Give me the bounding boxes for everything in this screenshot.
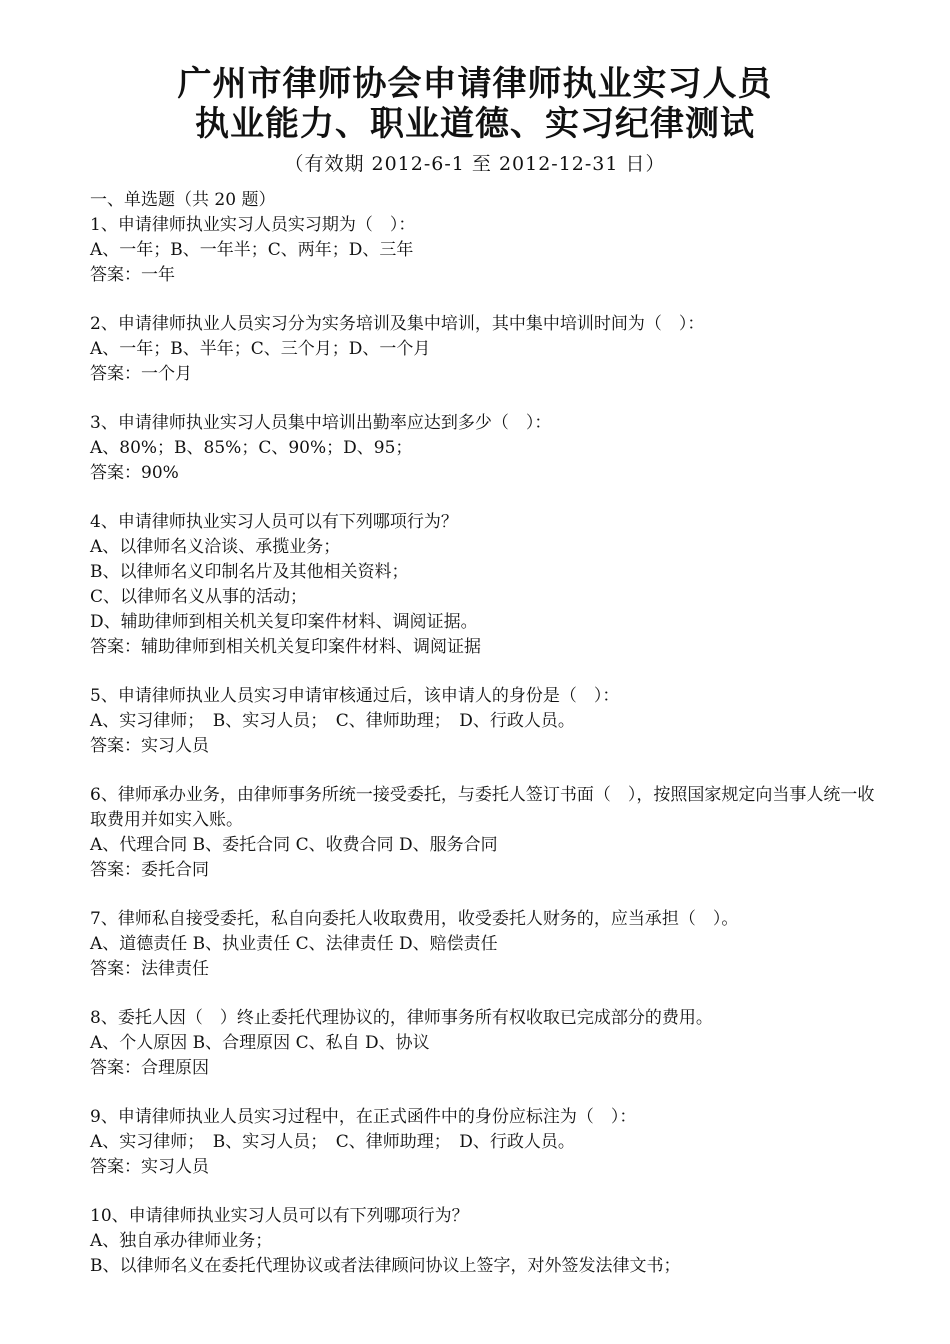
question-stem: 4、申请律师执业实习人员可以有下列哪项行为？ bbox=[90, 512, 458, 532]
question-answer: 答案：实习人员 bbox=[90, 1157, 209, 1177]
document-title-line2: 执业能力、职业道德、实习纪律测试 bbox=[195, 104, 755, 144]
question-option: A、一年；B、半年；C、三个月；D、一个月 bbox=[90, 339, 431, 359]
question-item bbox=[90, 411, 880, 486]
question-item bbox=[90, 510, 880, 660]
question-option: B、以律师名义印制名片及其他相关资料； bbox=[90, 562, 409, 582]
section-heading: 一、单选题（共 20 题） bbox=[90, 190, 276, 210]
question-option: A、道德责任 B、执业责任 C、法律责任 D、赔偿责任 bbox=[90, 934, 498, 954]
question-item bbox=[90, 1006, 880, 1081]
question-option: D、辅助律师到相关机关复印案件材料、调阅证据。 bbox=[90, 612, 478, 632]
question-answer: 答案：实习人员 bbox=[90, 736, 209, 756]
document-title-line1: 广州市律师协会申请律师执业实习人员 bbox=[177, 64, 773, 104]
question-stem: 3、申请律师执业实习人员集中培训出勤率应达到多少（ ）： bbox=[90, 413, 552, 433]
question-option: A、代理合同 B、委托合同 C、收费合同 D、服务合同 bbox=[90, 835, 498, 855]
question-option: A、实习律师； B、实习人员； C、律师助理； D、行政人员。 bbox=[90, 1132, 575, 1152]
question-answer: 答案：90% bbox=[90, 463, 179, 483]
question-option: A、独自承办律师业务； bbox=[90, 1231, 273, 1251]
question-stem: 5、申请律师执业人员实习申请审核通过后，该申请人的身份是（ ）： bbox=[90, 686, 620, 706]
question-item bbox=[90, 1204, 880, 1279]
question-answer: 答案：一年 bbox=[90, 265, 175, 285]
question-option: A、一年；B、一年半；C、两年；D、三年 bbox=[90, 240, 414, 260]
question-stem: 2、申请律师执业人员实习分为实务培训及集中培训，其中集中培训时间为（ ）： bbox=[90, 314, 705, 334]
question-item bbox=[90, 783, 880, 883]
question-stem: 1、申请律师执业实习人员实习期为（ ）： bbox=[90, 215, 416, 235]
question-option: A、80%；B、85%；C、90%；D、95； bbox=[90, 438, 413, 458]
question-stem: 6、律师承办业务，由律师事务所统一接受委托，与委托人签订书面（ ），按照国家规定向当事人统一收取费用并如实入账。 bbox=[90, 785, 875, 830]
validity-period: （有效期 2012-6-1 至 2012-12-31 日） bbox=[284, 153, 666, 175]
question-item bbox=[90, 1105, 880, 1180]
question-stem: 7、律师私自接受委托，私自向委托人收取费用，收受委托人财务的，应当承担（ ）。 bbox=[90, 909, 739, 929]
question-option: A、以律师名义洽谈、承揽业务； bbox=[90, 537, 341, 557]
question-answer: 答案：一个月 bbox=[90, 364, 192, 384]
question-option: A、个人原因 B、合理原因 C、私自 D、协议 bbox=[90, 1033, 430, 1053]
question-list bbox=[90, 188, 880, 1303]
question-item bbox=[90, 312, 880, 387]
question-answer: 答案：委托合同 bbox=[90, 860, 209, 880]
question-answer: 答案：辅助律师到相关机关复印案件材料、调阅证据 bbox=[90, 637, 481, 657]
question-answer: 答案：合理原因 bbox=[90, 1058, 209, 1078]
question-answer: 答案：法律责任 bbox=[90, 959, 209, 979]
question-stem: 10、申请律师执业实习人员可以有下列哪项行为？ bbox=[90, 1206, 469, 1226]
question-item bbox=[90, 684, 880, 759]
question-option: A、实习律师； B、实习人员； C、律师助理； D、行政人员。 bbox=[90, 711, 575, 731]
question-stem: 8、委托人因（ ）终止委托代理协议的，律师事务所有权收取已完成部分的费用。 bbox=[90, 1008, 713, 1028]
question-item bbox=[90, 213, 880, 288]
question-stem: 9、申请律师执业人员实习过程中，在正式函件中的身份应标注为（ ）： bbox=[90, 1107, 637, 1127]
question-item bbox=[90, 907, 880, 982]
question-option: C、以律师名义从事的活动； bbox=[90, 587, 308, 607]
question-option: B、以律师名义在委托代理协议或者法律顾问协议上签字，对外签发法律文书； bbox=[90, 1256, 681, 1276]
